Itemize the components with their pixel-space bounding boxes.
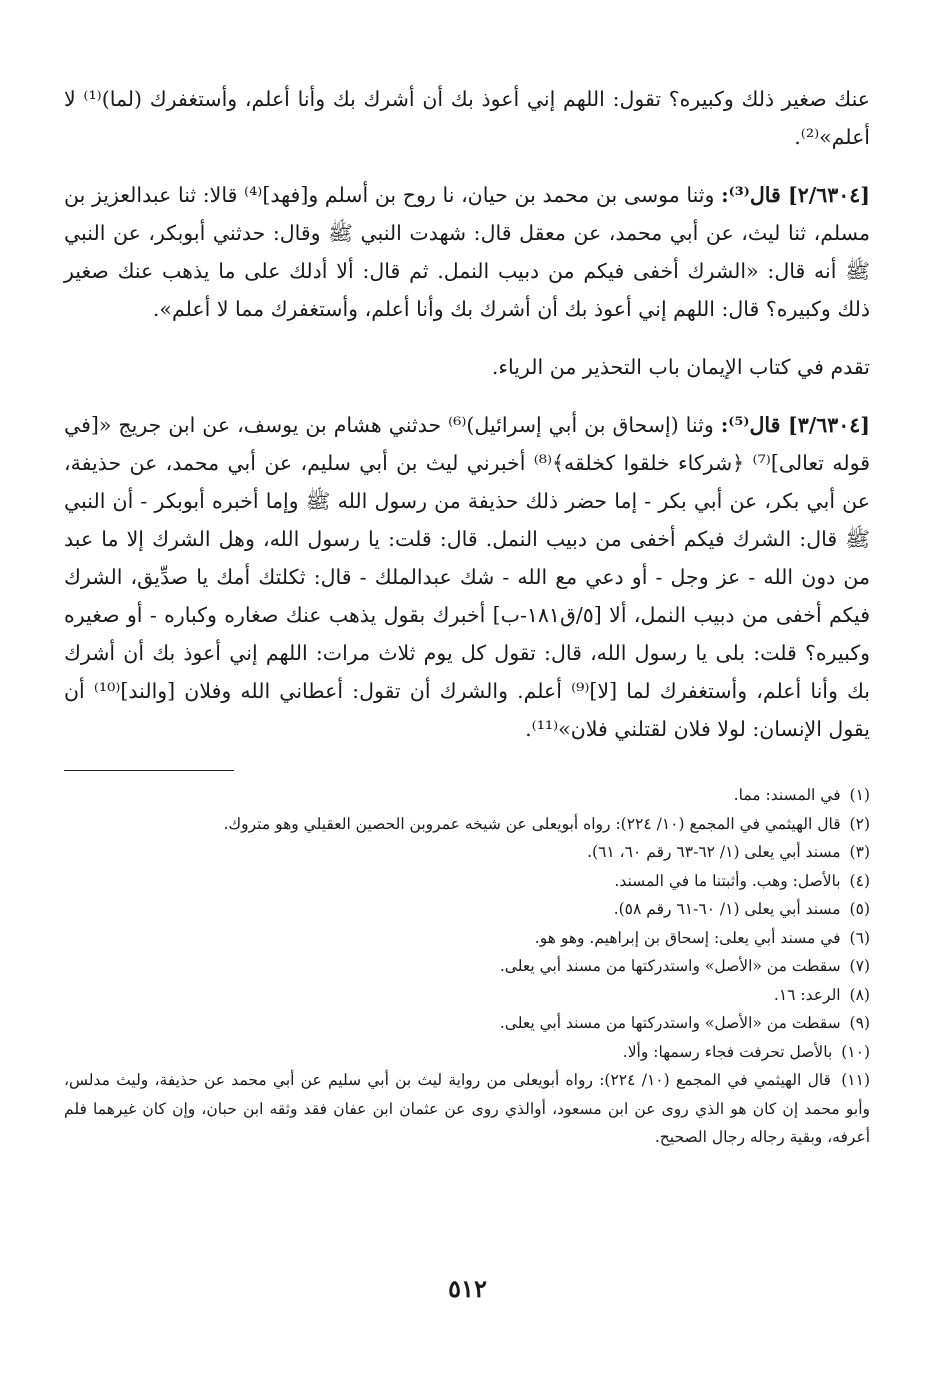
footnote xyxy=(64,1038,870,1067)
footnote xyxy=(64,867,870,896)
footnote-number: (٦) xyxy=(849,928,870,947)
footnote-text: في مسند أبي يعلى: إسحاق بن إبراهيم. وهو هو. xyxy=(534,928,841,947)
paragraph-text: وثنا (إسحاق بن أبي إسرائيل)⁽⁶⁾ حدثني هشام بن يوسف، عن ابن جريج «[في قوله تعالى]⁽⁷⁾ ﴿شركاء خلقوا كخلقه﴾⁽⁸⁾ أخبرني ليث بن أبي سليم، عن أبي محمد، عن حذيفة، عن أبي بكر، عن أبي بكر - إما حضر ذلك حذيفة من رسول الله ﷺ وإما أخبره أبوبكر - أن النبي ﷺ قال: الشرك فيكم أخفى من دبيب النمل. قال: قلت: يا رسول الله، وهل الشرك إلا ما عبد من دون الله - عز وجل - أو دعي مع الله - شك عبدالملك - قال: ثكلتك أمك يا صدِّيق، الشرك فيكم أخفى من دبيب النمل، ألا [٥/ق١٨١-ب] أخبرك بقول يذهب عنك صغاره وكباره - أو صغيره وكبيره؟ قلت: بلى يا رسول الله، قال: تقول كل يوم ثلاث مرات: اللهم إني أعوذ بك أن أشرك بك وأنا أعلم، وأستغفرك لما [لا]⁽⁹⁾ أعلم. والشرك أن تقول: أعطاني الله وفلان [والند]⁽¹⁰⁾ أن يقول الإنسان: لولا فلان لقتلني فلان»⁽¹¹⁾. xyxy=(64,413,871,741)
footnote-text: قال الهيثمي في المجمع (١٠/ ٢٢٤): رواه أبويعلى عن شيخه عمروبن الحصين العقيلي وهو متروك. xyxy=(223,814,841,833)
book-page xyxy=(64,80,870,1152)
footnote xyxy=(64,895,870,924)
footnote-text: قال الهيثمي في المجمع (١٠/ ٢٢٤): رواه أبويعلى من رواية ليث بن أبي سليم عن أبي محمد عن حذيفة، وليث مدلس، وأبو محمد إن كان هو الذي روى عن ابن مسعود، أوالذي روى عن عثمان ابن عفان فقد وثقه ابن حبان، وإن كان غيرهما فلم أعرفه، وبقية رجاله رجال الصحيح. xyxy=(64,1071,870,1146)
footnote-number: (٢) xyxy=(849,814,870,833)
footnote-text: سقطت من «الأصل» واستدركتها من مسند أبي يعلى. xyxy=(499,1014,841,1032)
footnote xyxy=(64,981,870,1010)
hadith-number: [٣/٦٣٠٤] قال⁽⁵⁾: xyxy=(720,413,870,437)
footnote-separator xyxy=(64,770,234,771)
paragraph-text: تقدم في كتاب الإيمان باب التحذير من الرياء. xyxy=(491,355,870,379)
paragraph-text: عنك صغير ذلك وكبيره؟ تقول: اللهم إني أعوذ بك أن أشرك بك وأنا أعلم، وأستغفرك (لما)⁽¹⁾ لا أعلم»⁽²⁾. xyxy=(64,87,871,149)
paragraph-continuation xyxy=(64,80,870,156)
hadith-paragraph-2 xyxy=(64,176,870,328)
footnote-text: مسند أبي يعلى (١/ ٦٢-٦٣ رقم ٦٠، ٦١). xyxy=(587,843,841,861)
footnote-number: (١١) xyxy=(841,1071,870,1089)
footnote xyxy=(64,952,870,981)
footnote-text: بالأصل: وهب. وأثبتنا ما في المسند. xyxy=(614,871,841,890)
footnote-number: (٨) xyxy=(849,985,870,1004)
footnote-number: (٩) xyxy=(849,1014,870,1032)
footnote xyxy=(64,810,870,839)
hadith-paragraph-3 xyxy=(64,406,870,748)
footnote xyxy=(64,1066,870,1152)
footnotes xyxy=(64,781,870,1152)
hadith-number: [٢/٦٣٠٤] قال⁽³⁾: xyxy=(721,183,870,207)
footnote xyxy=(64,1009,870,1038)
footnote-text: بالأصل تحرفت فجاء رسمها: وألا. xyxy=(622,1042,833,1061)
footnote-number: (٥) xyxy=(849,900,870,918)
footnote xyxy=(64,838,870,867)
footnote-text: مسند أبي يعلى (١/ ٦٠-٦١ رقم ٥٨). xyxy=(613,900,841,918)
footnote-text: الرعد: ١٦. xyxy=(773,985,841,1004)
footnote-number: (١٠) xyxy=(841,1042,870,1061)
footnote-number: (٧) xyxy=(849,957,870,975)
footnote-text: في المسند: مما. xyxy=(733,786,841,804)
footnote xyxy=(64,924,870,953)
footnote-text: سقطت من «الأصل» واستدركتها من مسند أبي يعلى. xyxy=(499,957,841,975)
footnote-number: (٤) xyxy=(849,871,870,890)
cross-reference-note xyxy=(64,348,870,386)
page-number: ٥١٢ xyxy=(448,1274,487,1303)
footnote xyxy=(64,781,870,810)
footnote-number: (١) xyxy=(849,786,870,804)
footnote-number: (٣) xyxy=(849,843,870,861)
paragraph-text: وثنا موسى بن محمد بن حيان، نا روح بن أسلم و[فهد]⁽⁴⁾ قالا: ثنا عبدالعزيز بن مسلم، ثنا ليث، عن أبي محمد، عن معقل قال: شهدت النبي ﷺ وقال: حدثني أبوبكر، عن النبي ﷺ أنه قال: «الشرك أخفى فيكم من دبيب النمل. ثم قال: ألا أدلك على ما يذهب عنك صغير ذلك وكبيره؟ قال: اللهم إني أعوذ بك أن أشرك بك وأنا أعلم، وأستغفرك مما لا أعلم». xyxy=(64,183,870,321)
